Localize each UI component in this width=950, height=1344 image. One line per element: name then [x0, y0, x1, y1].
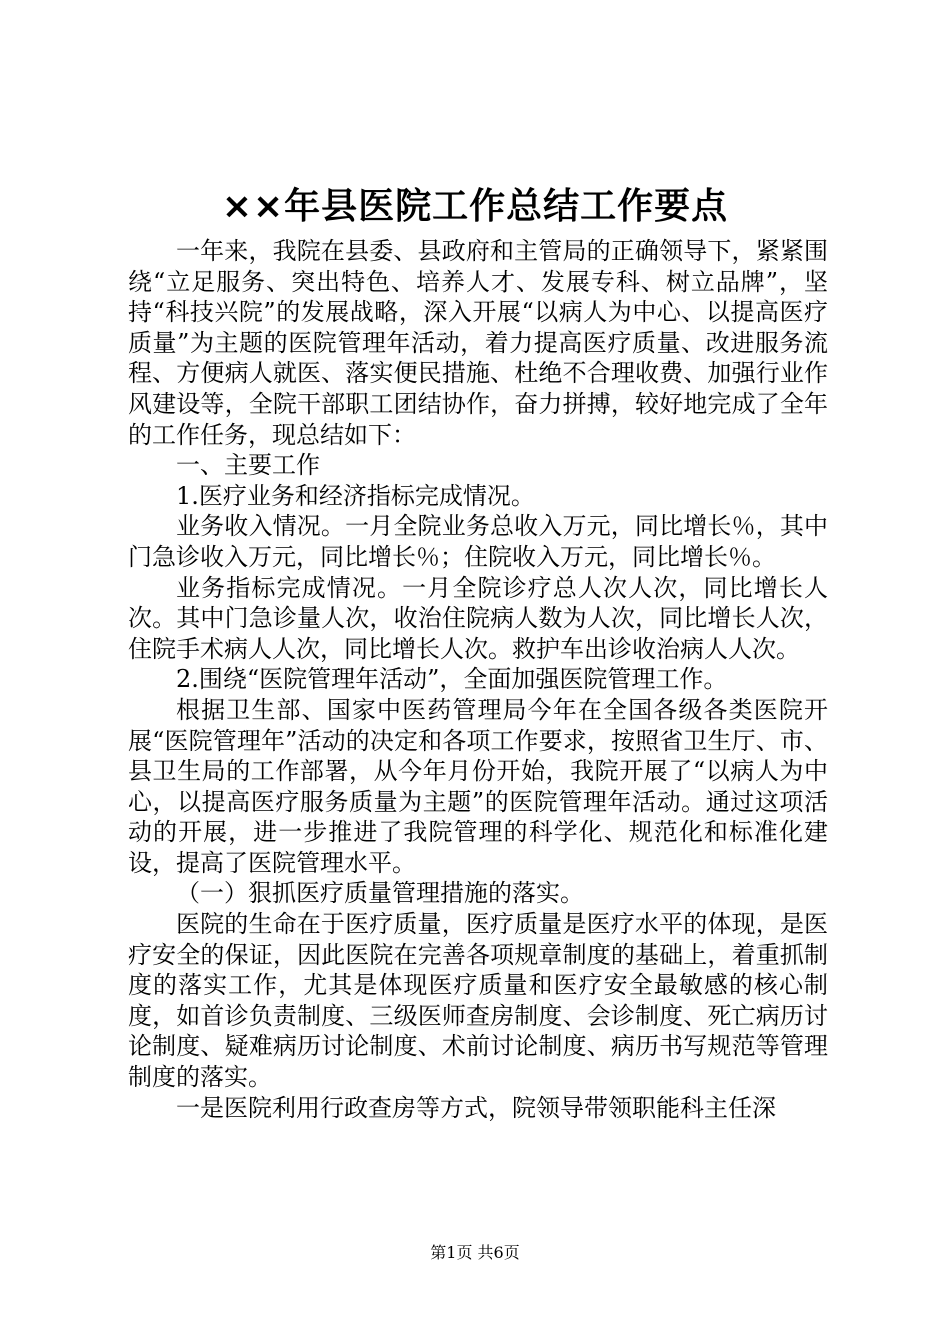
subheading-quality: （一）狠抓医疗质量管理措施的落实。: [176, 879, 584, 908]
subheading-medical-business: 1.医疗业务和经济指标完成情况。: [176, 481, 535, 510]
subheading-management-year: 2.围绕“医院管理年活动”，全面加强医院管理工作。: [176, 665, 728, 694]
page-footer: 第1页 共6页: [430, 1243, 520, 1262]
document-title: ××年县医院工作总结工作要点: [221, 186, 729, 227]
paragraph-indicators: 业务指标完成情况。一月全院诊疗总人次人次，同比增长人次。其中门急诊量人次，收治住院病人数为人次，同比增长人次，住院手术病人人次，同比增长人次。救护车出诊收治病人人次。: [128, 573, 828, 663]
paragraph-quality: 医院的生命在于医疗质量，医疗质量是医疗水平的体现，是医疗安全的保证，因此医院在完善各项规章制度的基础上，着重抓制度的落实工作，尤其是体现医疗质量和医疗安全最敏感的核心制度，如首诊负责制度、三级医师查房制度、会诊制度、死亡病历讨论制度、疑难病历讨论制度、术前讨论制度、病历书写规范等管理制度的落实。: [128, 910, 828, 1092]
paragraph-management: 根据卫生部、国家中医药管理局今年在全国各级各类医院开展“医院管理年”活动的决定和各项工作要求，按照省卫生厅、市、县卫生局的工作部署，从今年月份开始，我院开展了“以病人为中心，以提高医疗服务质量为主题”的医院管理年活动。通过这项活动的开展，进一步推进了我院管理的科学化、规范化和标准化建设，提高了医院管理水平。: [128, 695, 828, 877]
document-body: [128, 236, 828, 1123]
paragraph-rounds: 一是医院利用行政查房等方式，院领导带领职能科主任深: [176, 1093, 776, 1122]
paragraph-intro: 一年来，我院在县委、县政府和主管局的正确领导下，紧紧围绕“立足服务、突出特色、培养人才、发展专科、树立品牌”，坚持“科技兴院”的发展战略，深入开展“以病人为中心、以提高医疗质量”为主题的医院管理年活动，着力提高医疗质量、改进服务流程、方便病人就医、落实便民措施、杜绝不合理收费、加强行业作风建设等，全院干部职工团结协作，奋力拼搏，较好地完成了全年的工作任务，现总结如下：: [128, 237, 828, 449]
paragraph-income: 业务收入情况。一月全院业务总收入万元，同比增长％，其中门急诊收入万元，同比增长％；住院收入万元，同比增长％。: [128, 512, 828, 571]
section-heading-main-work: 一、主要工作: [176, 451, 320, 480]
